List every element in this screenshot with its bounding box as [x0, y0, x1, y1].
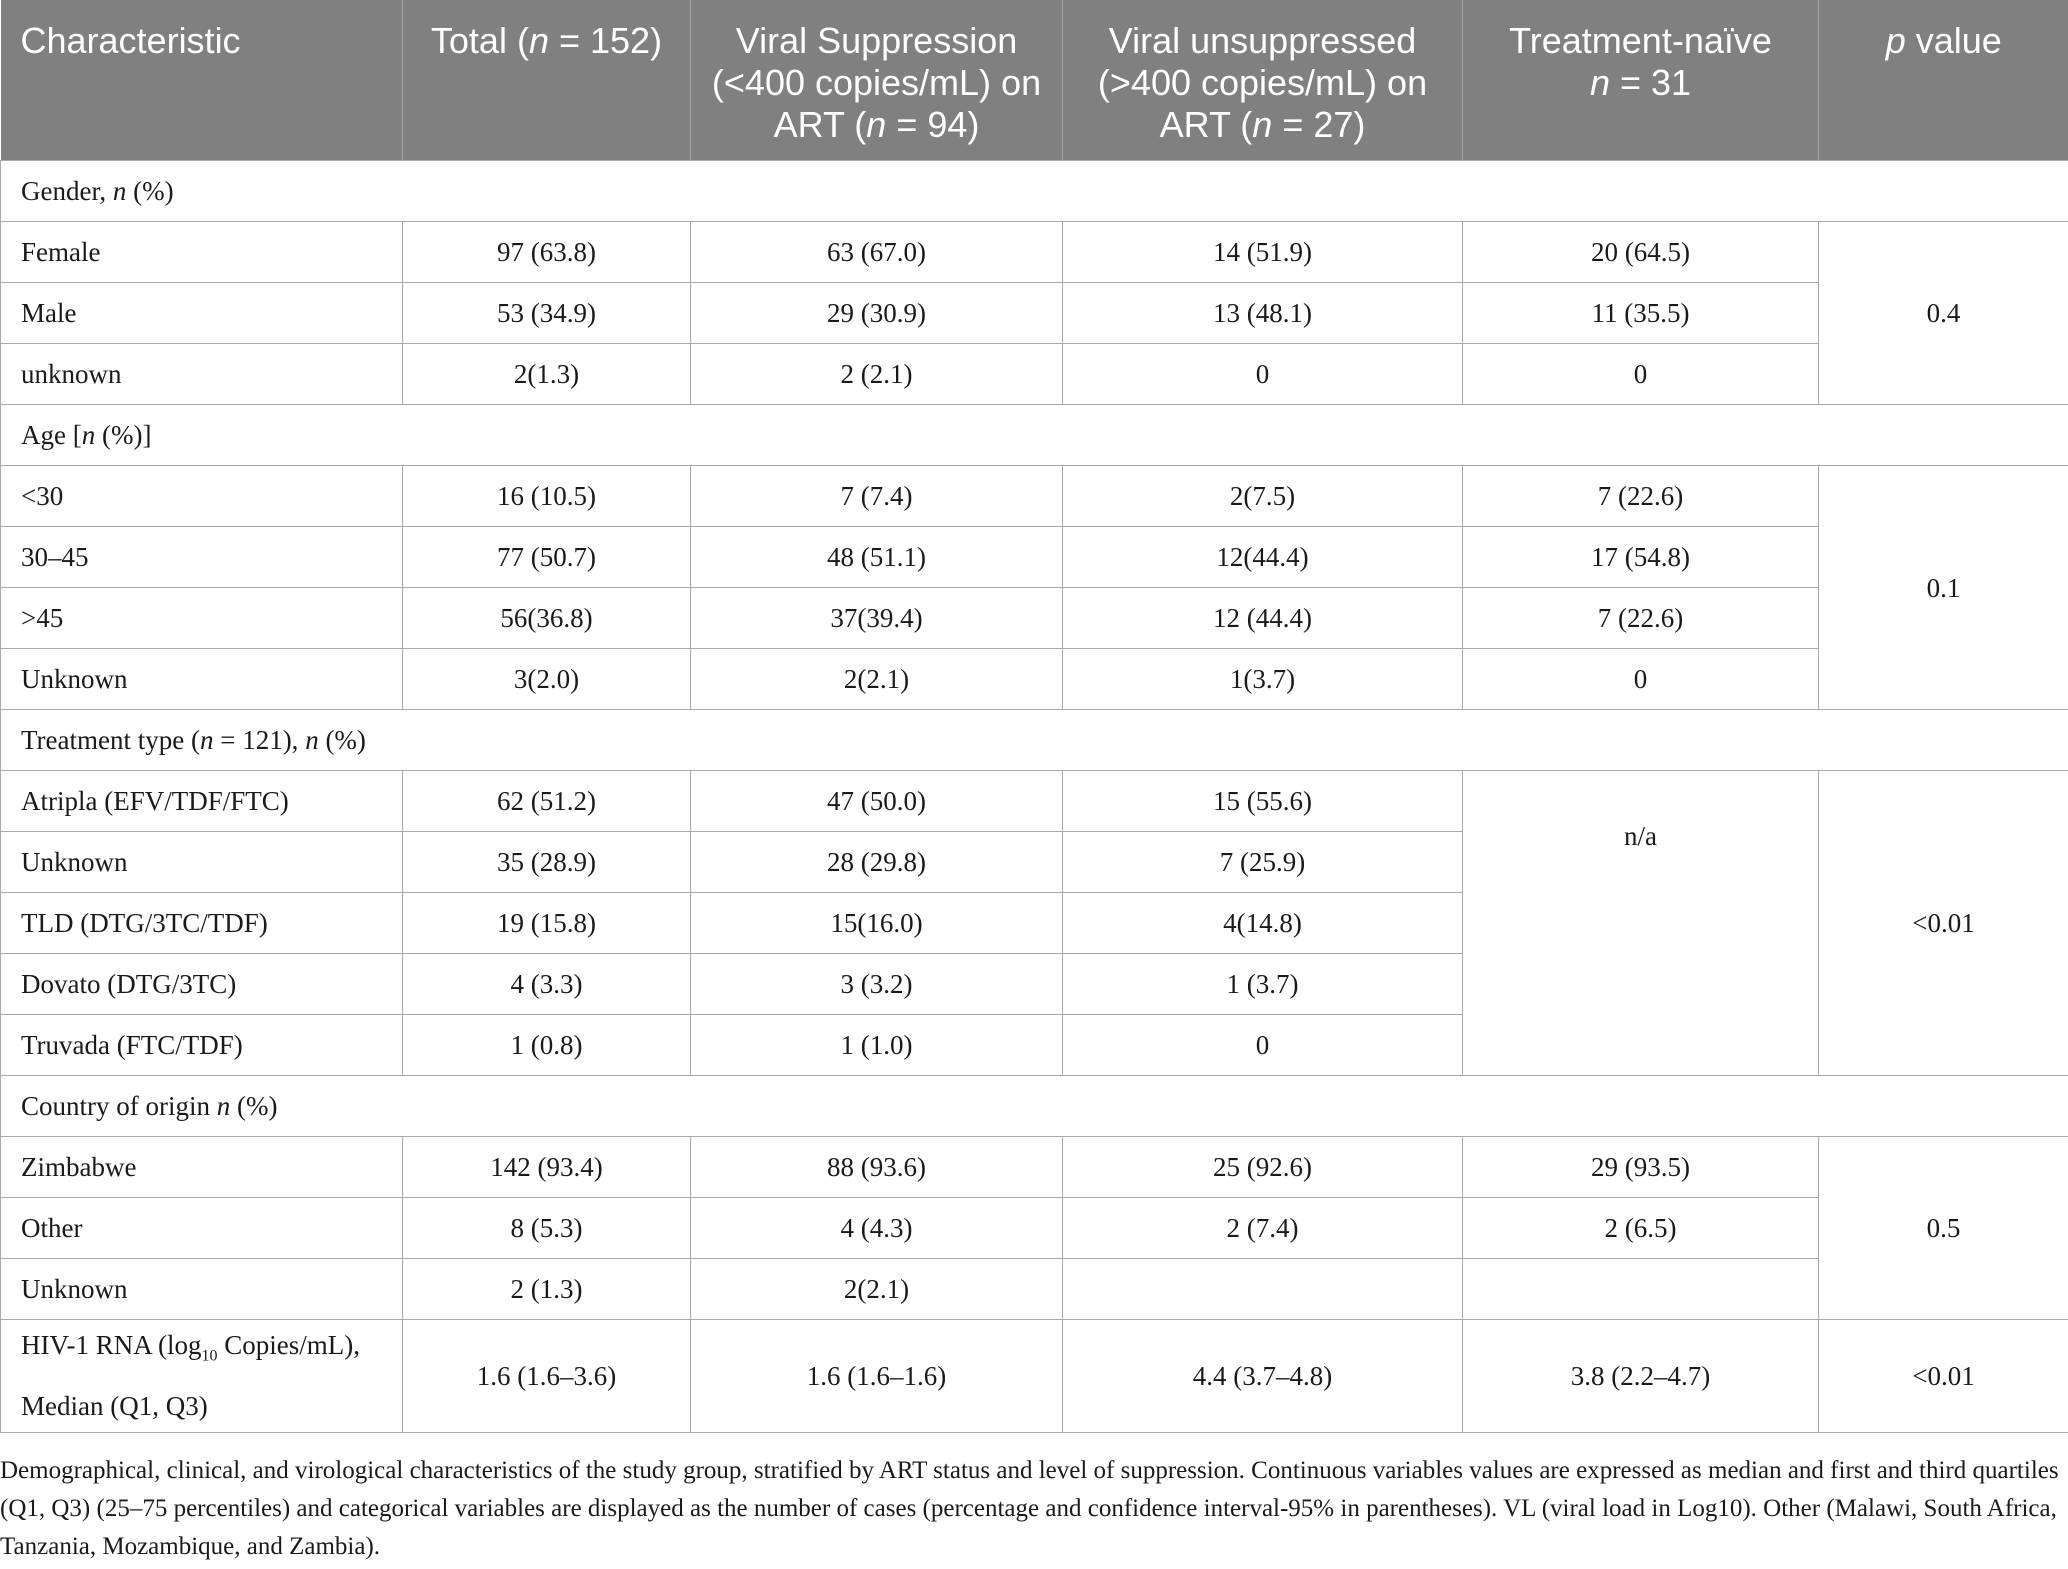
p-value-treatment: <0.01	[1819, 771, 2068, 1076]
cell-suppressed: 47 (50.0)	[691, 771, 1063, 832]
cell-naive: 20 (64.5)	[1463, 222, 1819, 283]
cell-unsuppressed: 13 (48.1)	[1063, 283, 1463, 344]
cell-naive-na: n/a	[1463, 771, 1819, 1076]
row-label-hiv-rna: HIV-1 RNA ($\log_{10}$ Copies/mL), Median (Q1, Q3)	[1, 1320, 403, 1433]
cell-total: 1 (0.8)	[403, 1015, 691, 1076]
p-value-age: 0.1	[1819, 466, 2068, 710]
table-row	[1, 527, 2068, 588]
header-treatment-naive: Treatment-naïve n = 31	[1463, 0, 1819, 161]
cell-unsuppressed: 7 (25.9)	[1063, 832, 1463, 893]
cell-total: 2(1.3)	[403, 344, 691, 405]
section-treatment: Treatment type (n = 121), n (%)	[1, 710, 2068, 771]
cell-suppressed: 2(2.1)	[691, 1259, 1063, 1320]
section-row-gender	[1, 161, 2068, 222]
cell-total: 56(36.8)	[403, 588, 691, 649]
row-label: Male	[1, 283, 403, 344]
section-gender: Gender, n (%)	[1, 161, 2068, 222]
cell-unsuppressed: 0	[1063, 1015, 1463, 1076]
header-total: Total (n = 152)	[403, 0, 691, 161]
table-row	[1, 1198, 2068, 1259]
cell-unsuppressed: 2(7.5)	[1063, 466, 1463, 527]
cell-unsuppressed: 25 (92.6)	[1063, 1137, 1463, 1198]
header-row	[1, 0, 2068, 161]
cell-naive: 11 (35.5)	[1463, 283, 1819, 344]
cell-total: 97 (63.8)	[403, 222, 691, 283]
section-age: Age [n (%)]	[1, 405, 2068, 466]
p-value-hiv-rna: <0.01	[1819, 1320, 2068, 1433]
cell-unsuppressed: 4(14.8)	[1063, 893, 1463, 954]
cell-unsuppressed: 4.4 (3.7–4.8)	[1063, 1320, 1463, 1433]
cell-unsuppressed: 2 (7.4)	[1063, 1198, 1463, 1259]
cell-naive: 29 (93.5)	[1463, 1137, 1819, 1198]
table-row	[1, 1259, 2068, 1320]
cell-total: 4 (3.3)	[403, 954, 691, 1015]
table-row	[1, 588, 2068, 649]
table-row	[1, 649, 2068, 710]
header-p-value: p value	[1819, 0, 2068, 161]
cell-naive: 3.8 (2.2–4.7)	[1463, 1320, 1819, 1433]
cell-suppressed: 2(2.1)	[691, 649, 1063, 710]
cell-suppressed: 3 (3.2)	[691, 954, 1063, 1015]
header-characteristic: Characteristic	[1, 0, 403, 161]
cell-suppressed: 48 (51.1)	[691, 527, 1063, 588]
row-label: Female	[1, 222, 403, 283]
cell-naive: 7 (22.6)	[1463, 588, 1819, 649]
cell-total: 2 (1.3)	[403, 1259, 691, 1320]
cell-unsuppressed: 12(44.4)	[1063, 527, 1463, 588]
cell-suppressed: 1 (1.0)	[691, 1015, 1063, 1076]
cell-total: 16 (10.5)	[403, 466, 691, 527]
cell-naive: 17 (54.8)	[1463, 527, 1819, 588]
row-label: Truvada (FTC/TDF)	[1, 1015, 403, 1076]
row-label: Unknown	[1, 832, 403, 893]
cell-suppressed: 63 (67.0)	[691, 222, 1063, 283]
row-label: TLD (DTG/3TC/TDF)	[1, 893, 403, 954]
cell-unsuppressed: 12 (44.4)	[1063, 588, 1463, 649]
cell-unsuppressed: 1(3.7)	[1063, 649, 1463, 710]
cell-total: 1.6 (1.6–3.6)	[403, 1320, 691, 1433]
cell-total: 19 (15.8)	[403, 893, 691, 954]
section-row-treatment	[1, 710, 2068, 771]
cell-suppressed: 29 (30.9)	[691, 283, 1063, 344]
row-label: <30	[1, 466, 403, 527]
cell-unsuppressed	[1063, 1259, 1463, 1320]
cell-suppressed: 37(39.4)	[691, 588, 1063, 649]
table-row	[1, 222, 2068, 283]
cell-unsuppressed: 14 (51.9)	[1063, 222, 1463, 283]
cell-total: 53 (34.9)	[403, 283, 691, 344]
header-viral-suppression: Viral Suppression (<400 copies/mL) on ART (n = 94)	[691, 0, 1063, 161]
row-label: Unknown	[1, 1259, 403, 1320]
cell-naive: 0	[1463, 649, 1819, 710]
row-label: Dovato (DTG/3TC)	[1, 954, 403, 1015]
header-viral-unsuppressed: Viral unsuppressed (>400 copies/mL) on ART (n = 27)	[1063, 0, 1463, 161]
cell-naive: 7 (22.6)	[1463, 466, 1819, 527]
row-label: Unknown	[1, 649, 403, 710]
cell-suppressed: 7 (7.4)	[691, 466, 1063, 527]
table-footnote: Demographical, clinical, and virological characteristics of the study group, stratified by ART status and level of suppression. Continuous variables values are expressed as median and first and third quartiles (Q1, Q3) (25–75 percentiles) and categorical variables are displayed as the number of cases (percentage and confidence interval-95% in parentheses). VL (viral load in Log10). Other (Malawi, South Africa, Tanzania, Mozambique, and Zambia).	[0, 1457, 2059, 1560]
row-label: 30–45	[1, 527, 403, 588]
cell-suppressed: 15(16.0)	[691, 893, 1063, 954]
section-row-age	[1, 405, 2068, 466]
cell-suppressed: 4 (4.3)	[691, 1198, 1063, 1259]
table-row	[1, 283, 2068, 344]
p-value-country: 0.5	[1819, 1137, 2068, 1320]
cell-unsuppressed: 1 (3.7)	[1063, 954, 1463, 1015]
table-row	[1, 1137, 2068, 1198]
table-row	[1, 344, 2068, 405]
row-label: Other	[1, 1198, 403, 1259]
section-country: Country of origin n (%)	[1, 1076, 2068, 1137]
p-value-gender: 0.4	[1819, 222, 2068, 405]
table-row	[1, 466, 2068, 527]
cell-total: 62 (51.2)	[403, 771, 691, 832]
table-row-hiv-rna	[1, 1320, 2068, 1433]
row-label: >45	[1, 588, 403, 649]
cell-unsuppressed: 0	[1063, 344, 1463, 405]
cell-suppressed: 2 (2.1)	[691, 344, 1063, 405]
cell-total: 35 (28.9)	[403, 832, 691, 893]
row-label: unknown	[1, 344, 403, 405]
cell-unsuppressed: 15 (55.6)	[1063, 771, 1463, 832]
row-label: Atripla (EFV/TDF/FTC)	[1, 771, 403, 832]
cell-total: 3(2.0)	[403, 649, 691, 710]
cell-suppressed: 88 (93.6)	[691, 1137, 1063, 1198]
table-row	[1, 771, 2068, 832]
cell-total: 77 (50.7)	[403, 527, 691, 588]
cell-suppressed: 1.6 (1.6–1.6)	[691, 1320, 1063, 1433]
cell-suppressed: 28 (29.8)	[691, 832, 1063, 893]
cell-naive: 0	[1463, 344, 1819, 405]
cell-total: 142 (93.4)	[403, 1137, 691, 1198]
section-row-country	[1, 1076, 2068, 1137]
cell-total: 8 (5.3)	[403, 1198, 691, 1259]
row-label: Zimbabwe	[1, 1137, 403, 1198]
cell-naive	[1463, 1259, 1819, 1320]
cell-naive: 2 (6.5)	[1463, 1198, 1819, 1259]
